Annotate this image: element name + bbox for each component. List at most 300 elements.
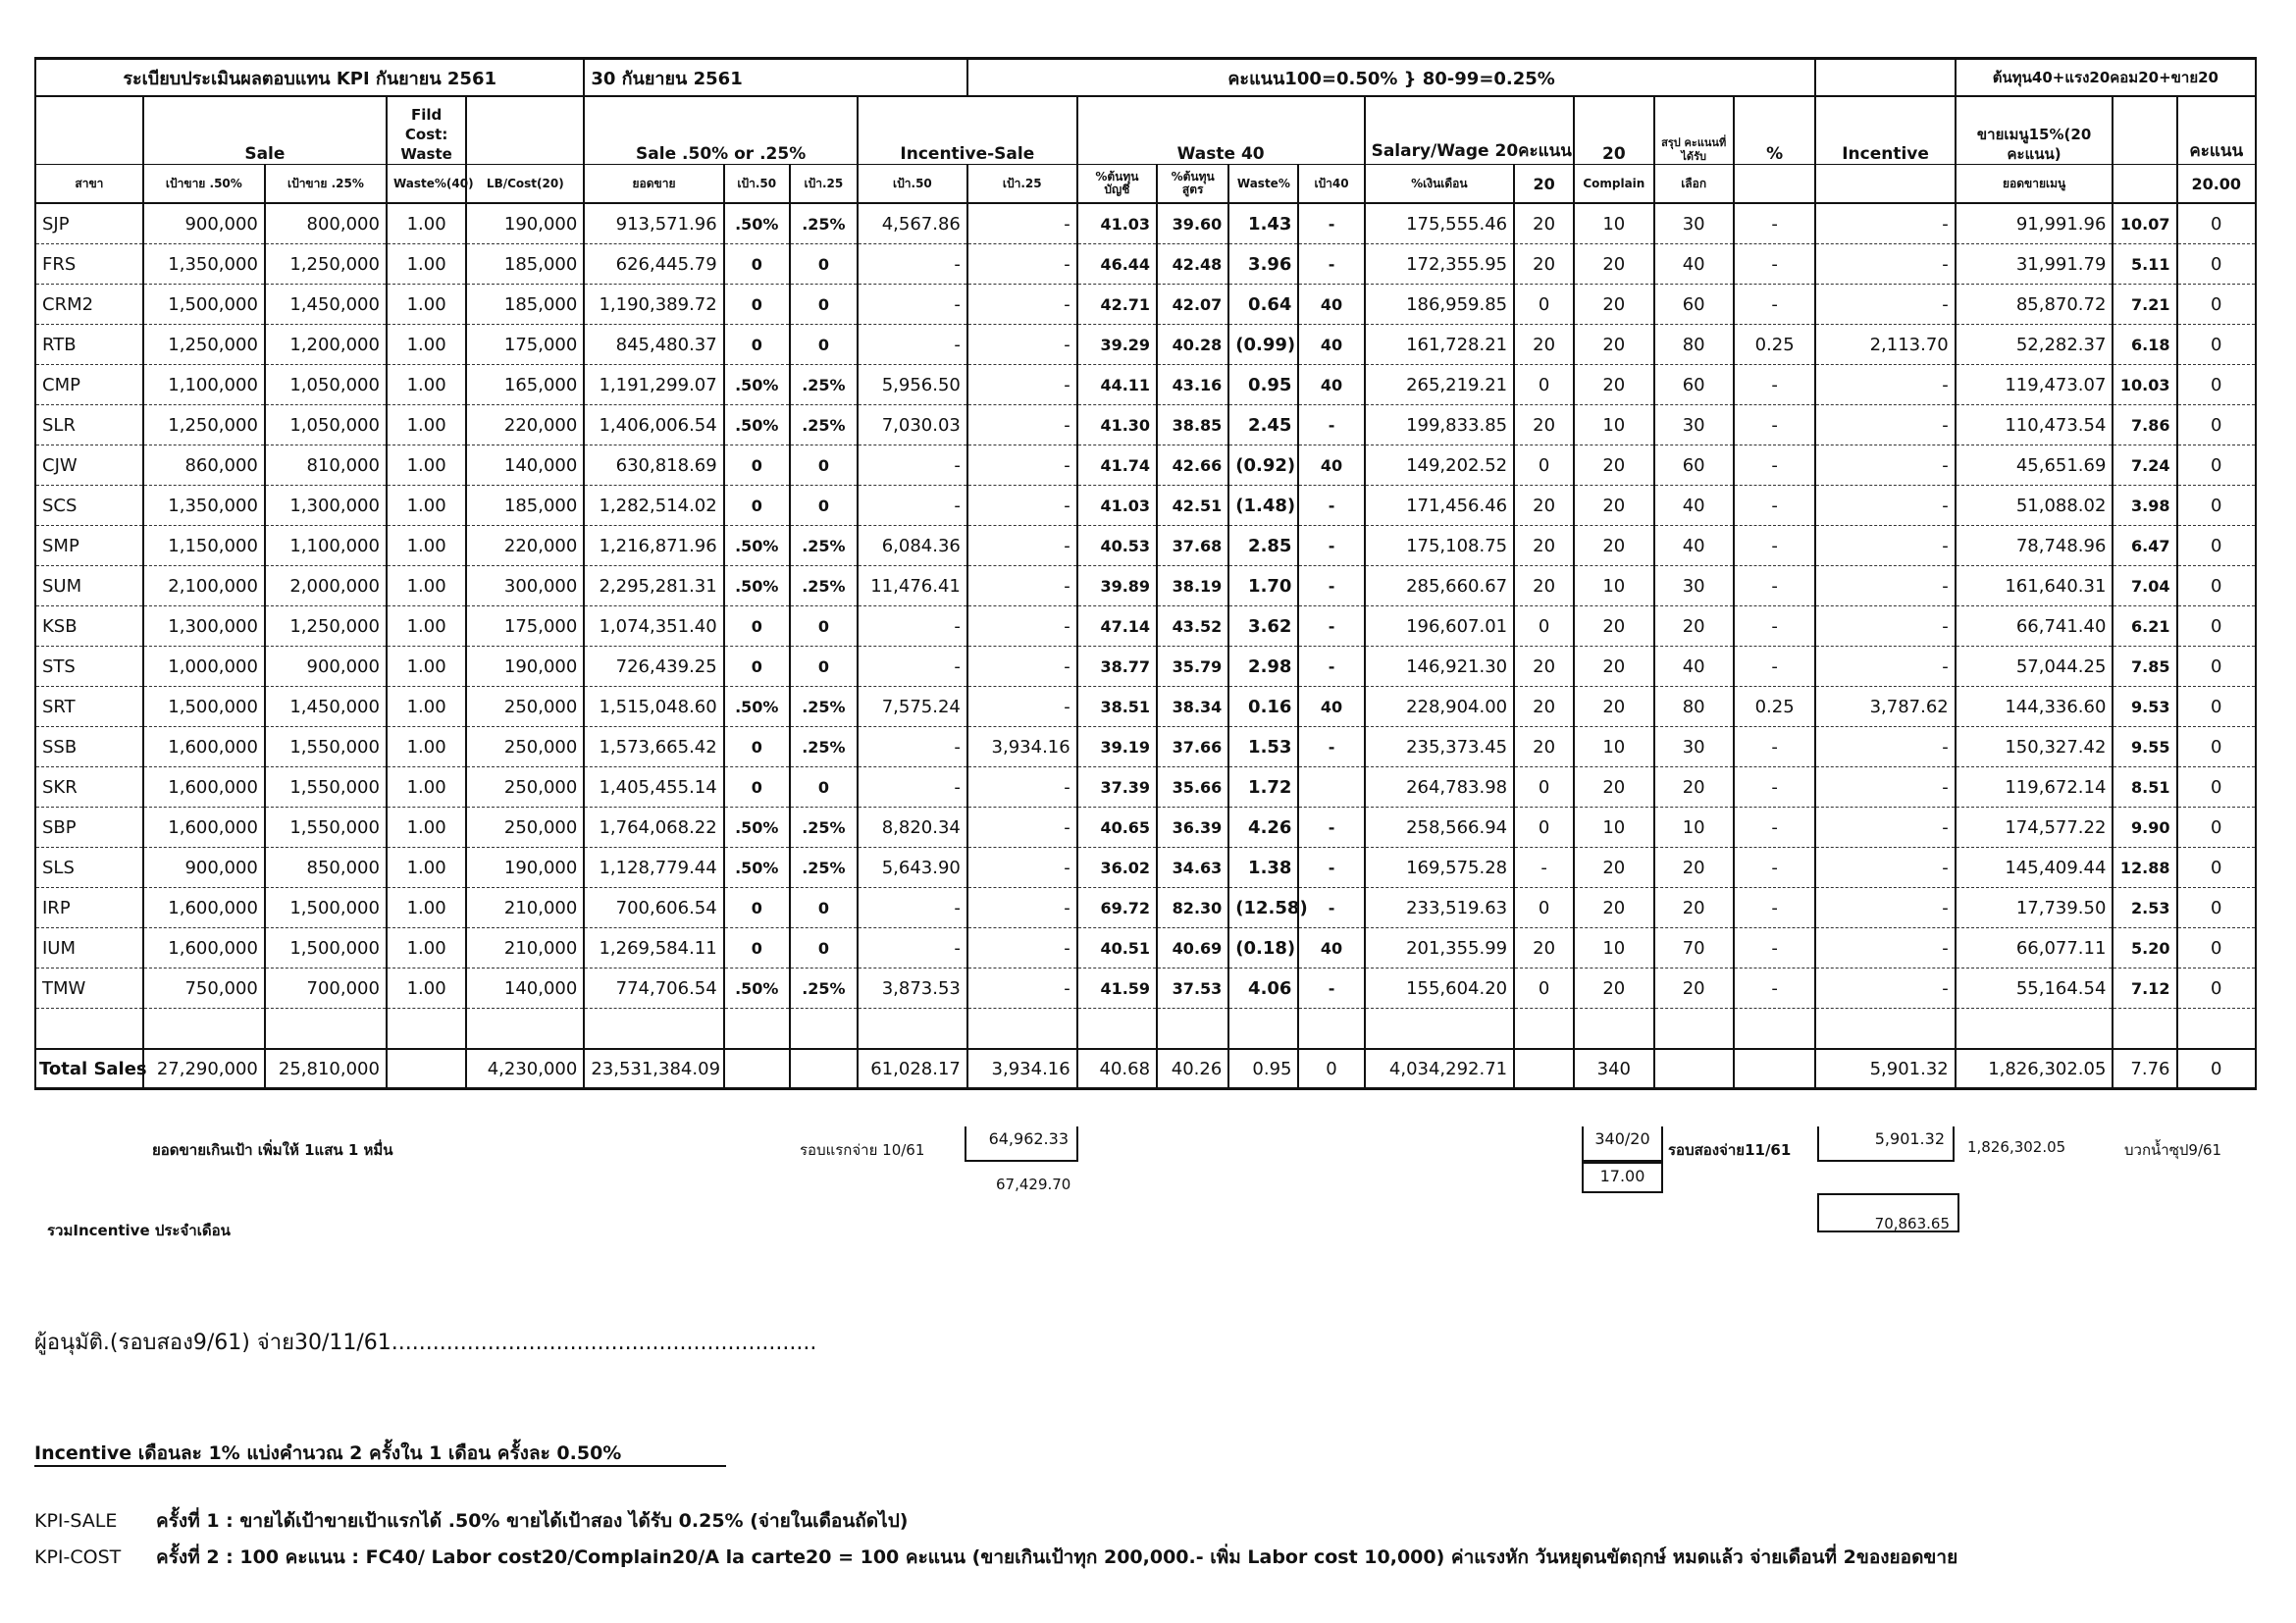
cell-sales: 1,269,584.11 [584, 928, 723, 969]
cell-comp: 20 [1574, 365, 1653, 405]
cell-t50: 1,350,000 [143, 244, 265, 285]
cell-wp: (0.18) [1228, 928, 1298, 969]
blank-cell [1228, 1009, 1298, 1050]
cell-t50: 1,000,000 [143, 647, 265, 687]
cell-menu: 119,473.07 [1956, 365, 2113, 405]
cell-branch: SRT [35, 687, 143, 727]
blank-cell [35, 1009, 143, 1050]
cell-sal: 199,833.85 [1365, 405, 1515, 445]
cell-waste: 1.00 [387, 405, 466, 445]
cell-sales: 1,216,871.96 [584, 526, 723, 566]
cell-cf: 39.60 [1157, 203, 1228, 244]
cell-s20: 0 [1514, 888, 1574, 928]
cell-i25: - [967, 928, 1077, 969]
cell-sal: 146,921.30 [1365, 647, 1515, 687]
sub-target50: เป้าขาย .50% [143, 165, 265, 204]
cell-i50: 5,956.50 [858, 365, 967, 405]
total-menu: 1,826,302.05 [1956, 1049, 2113, 1089]
cell-i50: 5,643.90 [858, 848, 967, 888]
cell-branch: CJW [35, 445, 143, 486]
header-pct: % [1734, 96, 1816, 165]
cell-menu: 57,044.25 [1956, 647, 2113, 687]
cell-cf: 42.66 [1157, 445, 1228, 486]
cell-sal: 171,456.46 [1365, 486, 1515, 526]
cell-ca: 39.29 [1077, 325, 1157, 365]
cell-i25: - [967, 486, 1077, 526]
cell-w40: - [1298, 203, 1364, 244]
total-sal: 4,034,292.71 [1365, 1049, 1515, 1089]
incentive-rule-underline [34, 1465, 726, 1467]
cell-t25: 2,000,000 [265, 566, 387, 606]
cell-s20: 20 [1514, 486, 1574, 526]
kpi-sale-text: ครั้งที่ 1 : ขายได้เป้าขายเป้าแรกได้ .50% ขายได้เป้าสอง ได้รับ 0.25% (จ่ายในเดือนถัดไป) [156, 1510, 909, 1532]
cell-pct: - [1734, 888, 1816, 928]
cell-sc: 0 [2177, 969, 2257, 1009]
blank-cell [1157, 1009, 1228, 1050]
cell-lb: 300,000 [466, 566, 584, 606]
cell-wp: 3.62 [1228, 606, 1298, 647]
cell-i50: - [858, 647, 967, 687]
sub-cost-formula: %ต้นทุน สูตร [1157, 165, 1228, 204]
cell-sum: 30 [1654, 405, 1734, 445]
cell-i25: - [967, 285, 1077, 325]
cell-lb: 185,000 [466, 244, 584, 285]
cell-sal: 235,373.45 [1365, 727, 1515, 767]
cell-ca: 40.51 [1077, 928, 1157, 969]
cell-lb: 190,000 [466, 848, 584, 888]
cell-menu: 144,336.60 [1956, 687, 2113, 727]
cell-branch: SUM [35, 566, 143, 606]
cell-p50: .50% [724, 365, 790, 405]
cell-comp: 20 [1574, 445, 1653, 486]
cell-p25: 0 [790, 888, 858, 928]
cell-cf: 40.69 [1157, 928, 1228, 969]
cell-inc: - [1815, 647, 1955, 687]
cell-sc: 0 [2177, 566, 2257, 606]
cell-sal: 196,607.01 [1365, 606, 1515, 647]
cell-pct: 0.25 [1734, 687, 1816, 727]
cell-pct: - [1734, 928, 1816, 969]
cell-mp: 9.53 [2113, 687, 2176, 727]
second-round-label: รอบสองจ่าย11/61 [1668, 1141, 1792, 1159]
cell-s20: 20 [1514, 405, 1574, 445]
cell-sal: 258,566.94 [1365, 808, 1515, 848]
over-target-note: ยอดขายเกินเป้า เพิ่มให้ 1แสน 1 หมื่น [152, 1141, 393, 1159]
cell-w40: - [1298, 526, 1364, 566]
cell-branch: IUM [35, 928, 143, 969]
kpi-sale-line [34, 1506, 908, 1536]
cell-sales: 626,445.79 [584, 244, 723, 285]
cell-p25: 0 [790, 486, 858, 526]
cell-mp: 6.47 [2113, 526, 2176, 566]
cell-wp: (0.99) [1228, 325, 1298, 365]
cell-waste: 1.00 [387, 566, 466, 606]
cell-sal: 201,355.99 [1365, 928, 1515, 969]
cell-w40: - [1298, 727, 1364, 767]
cell-p50: 0 [724, 486, 790, 526]
cell-s20: 20 [1514, 727, 1574, 767]
cell-wp: 0.95 [1228, 365, 1298, 405]
cell-p25: 0 [790, 244, 858, 285]
cell-ca: 40.65 [1077, 808, 1157, 848]
cell-mp: 7.21 [2113, 285, 2176, 325]
cell-lb: 185,000 [466, 285, 584, 325]
kpi-cost-label: KPI-COST [34, 1546, 122, 1568]
cell-p50: .50% [724, 969, 790, 1009]
cell-t50: 1,350,000 [143, 486, 265, 526]
cell-sum: 70 [1654, 928, 1734, 969]
cell-sum: 40 [1654, 486, 1734, 526]
cell-sum: 30 [1654, 566, 1734, 606]
header-buffet: ขายเมนู15%(20 คะแนน) [1956, 96, 2113, 165]
cell-s20: 20 [1514, 325, 1574, 365]
kpi-sheet [34, 57, 2257, 1090]
cell-branch: STS [35, 647, 143, 687]
cell-cf: 35.79 [1157, 647, 1228, 687]
cell-inc: - [1815, 285, 1955, 325]
cell-sc: 0 [2177, 606, 2257, 647]
cell-ca: 69.72 [1077, 888, 1157, 928]
cell-sales: 845,480.37 [584, 325, 723, 365]
cell-i25: - [967, 606, 1077, 647]
cell-cf: 43.16 [1157, 365, 1228, 405]
cell-w40: - [1298, 566, 1364, 606]
cell-i25: - [967, 405, 1077, 445]
cell-inc: - [1815, 203, 1955, 244]
cell-sum: 60 [1654, 445, 1734, 486]
cell-menu: 119,672.14 [1956, 767, 2113, 808]
cell-p50: 0 [724, 445, 790, 486]
sub-target25: เป้าขาย .25% [265, 165, 387, 204]
cell-sal: 155,604.20 [1365, 969, 1515, 1009]
cell-ca: 41.03 [1077, 203, 1157, 244]
cell-comp: 10 [1574, 727, 1653, 767]
cell-branch: SSB [35, 727, 143, 767]
cell-p50: 0 [724, 325, 790, 365]
total-w40: 0 [1298, 1049, 1364, 1089]
cell-t50: 860,000 [143, 445, 265, 486]
blank-cell [967, 1009, 1077, 1050]
cell-inc: - [1815, 727, 1955, 767]
cell-waste: 1.00 [387, 808, 466, 848]
cell-t25: 810,000 [265, 445, 387, 486]
cell-inc: - [1815, 767, 1955, 808]
monthly-incentive-label: รวมIncentive ประจำเดือน [47, 1222, 231, 1239]
cell-s20: 0 [1514, 606, 1574, 647]
total-label: Total Sales [35, 1049, 143, 1089]
header-twenty: 20 [1574, 96, 1653, 165]
total-t50: 27,290,000 [143, 1049, 265, 1089]
cell-branch: KSB [35, 606, 143, 647]
cell-branch: SLS [35, 848, 143, 888]
cell-p25: .25% [790, 687, 858, 727]
cell-comp: 20 [1574, 285, 1653, 325]
cell-menu: 66,741.40 [1956, 606, 2113, 647]
cell-w40: 40 [1298, 325, 1364, 365]
cell-cf: 37.68 [1157, 526, 1228, 566]
cell-p25: 0 [790, 285, 858, 325]
blank-row [35, 1009, 2256, 1050]
cell-sc: 0 [2177, 727, 2257, 767]
cell-lb: 250,000 [466, 727, 584, 767]
cell-sal: 169,575.28 [1365, 848, 1515, 888]
cell-sum: 30 [1654, 727, 1734, 767]
cell-s20: 20 [1514, 928, 1574, 969]
cell-i25: 3,934.16 [967, 727, 1077, 767]
sub-branch: สาขา [35, 165, 143, 204]
cell-i25: - [967, 365, 1077, 405]
cell-p50: .50% [724, 848, 790, 888]
cell-wp: 2.85 [1228, 526, 1298, 566]
cell-wp: 1.53 [1228, 727, 1298, 767]
cell-wp: 1.70 [1228, 566, 1298, 606]
cell-t50: 900,000 [143, 203, 265, 244]
cell-i25: - [967, 566, 1077, 606]
cell-i25: - [967, 325, 1077, 365]
cell-inc: - [1815, 808, 1955, 848]
cell-wp: 0.16 [1228, 687, 1298, 727]
cell-pct: - [1734, 566, 1816, 606]
cell-comp: 10 [1574, 928, 1653, 969]
total-cf: 40.26 [1157, 1049, 1228, 1089]
blank-cell [790, 1009, 858, 1050]
cell-pct: - [1734, 767, 1816, 808]
cell-t25: 1,450,000 [265, 687, 387, 727]
blank-cell [1298, 1009, 1364, 1050]
cell-branch: RTB [35, 325, 143, 365]
cell-i25: - [967, 244, 1077, 285]
table-row [35, 848, 2256, 888]
cell-mp: 6.18 [2113, 325, 2176, 365]
blank-cell [724, 1009, 790, 1050]
cell-sal: 233,519.63 [1365, 888, 1515, 928]
sub-complain: Complain [1574, 165, 1653, 204]
cell-pct: - [1734, 808, 1816, 848]
cell-t50: 2,100,000 [143, 566, 265, 606]
cell-cf: 43.52 [1157, 606, 1228, 647]
cell-cf: 37.66 [1157, 727, 1228, 767]
total-inc: 5,901.32 [1815, 1049, 1955, 1089]
total-mp: 7.76 [2113, 1049, 2176, 1089]
cell-t50: 1,600,000 [143, 767, 265, 808]
cell-t50: 1,500,000 [143, 687, 265, 727]
cell-branch: SKR [35, 767, 143, 808]
cell-menu: 174,577.22 [1956, 808, 2113, 848]
cell-cf: 35.66 [1157, 767, 1228, 808]
cell-w40: - [1298, 606, 1364, 647]
cell-menu: 52,282.37 [1956, 325, 2113, 365]
cell-t50: 1,300,000 [143, 606, 265, 647]
cell-w40: - [1298, 244, 1364, 285]
cell-comp: 10 [1574, 808, 1653, 848]
cell-i50: - [858, 888, 967, 928]
cell-w40: - [1298, 486, 1364, 526]
cell-sum: 20 [1654, 848, 1734, 888]
cell-sal: 175,108.75 [1365, 526, 1515, 566]
cell-t25: 1,050,000 [265, 405, 387, 445]
cell-p50: 0 [724, 244, 790, 285]
cell-sal: 228,904.00 [1365, 687, 1515, 727]
cell-p50: 0 [724, 285, 790, 325]
first-round-label: รอบแรกจ่าย 10/61 [800, 1141, 925, 1159]
cell-wp: (0.92) [1228, 445, 1298, 486]
table-row [35, 969, 2256, 1009]
cell-i50: - [858, 486, 967, 526]
cell-s20: 0 [1514, 969, 1574, 1009]
cell-i50: 11,476.41 [858, 566, 967, 606]
cell-p25: .25% [790, 969, 858, 1009]
cell-ca: 41.74 [1077, 445, 1157, 486]
table-row [35, 687, 2256, 727]
table-row [35, 767, 2256, 808]
cell-cf: 42.07 [1157, 285, 1228, 325]
cell-menu: 66,077.11 [1956, 928, 2113, 969]
cell-lb: 210,000 [466, 888, 584, 928]
cell-w40: 40 [1298, 285, 1364, 325]
cell-p25: .25% [790, 365, 858, 405]
cell-lb: 190,000 [466, 203, 584, 244]
cell-menu: 91,991.96 [1956, 203, 2113, 244]
blank-cell [1514, 1009, 1574, 1050]
cell-waste: 1.00 [387, 727, 466, 767]
score-note: คะแนน100=0.50% } 80-99=0.25% [967, 59, 1816, 97]
cell-s20: 20 [1514, 687, 1574, 727]
cell-t25: 1,250,000 [265, 244, 387, 285]
cell-wp: 2.45 [1228, 405, 1298, 445]
approver-line: ผู้อนุมัติ.(รอบสอง9/61) จ่าย30/11/61.............................................................. [34, 1331, 817, 1355]
cell-comp: 10 [1574, 566, 1653, 606]
cell-p50: 0 [724, 928, 790, 969]
cell-t25: 1,300,000 [265, 486, 387, 526]
blank-cell [2113, 1009, 2176, 1050]
cell-comp: 20 [1574, 969, 1653, 1009]
cell-sales: 726,439.25 [584, 647, 723, 687]
cell-menu: 17,739.50 [1956, 888, 2113, 928]
cell-sales: 913,571.96 [584, 203, 723, 244]
sub-cost-acct: %ต้นทุน บัญชี [1077, 165, 1157, 204]
cell-wp: (1.48) [1228, 486, 1298, 526]
cell-mp: 5.11 [2113, 244, 2176, 285]
cell-p25: .25% [790, 566, 858, 606]
cell-comp: 20 [1574, 647, 1653, 687]
cell-p50: .50% [724, 405, 790, 445]
sub-score-val: 20.00 [2177, 165, 2257, 204]
cell-w40: - [1298, 647, 1364, 687]
cell-p25: .25% [790, 727, 858, 767]
header-summary: สรุป คะแนนที่ ได้รับ [1654, 96, 1734, 165]
cell-inc: 3,787.62 [1815, 687, 1955, 727]
cell-p50: .50% [724, 808, 790, 848]
cell-lb: 175,000 [466, 606, 584, 647]
cell-t50: 1,600,000 [143, 888, 265, 928]
cell-mp: 7.85 [2113, 647, 2176, 687]
kpi-table-body [35, 59, 2256, 1089]
cell-waste: 1.00 [387, 888, 466, 928]
cell-branch: SLR [35, 405, 143, 445]
cell-wp: 0.64 [1228, 285, 1298, 325]
cell-p50: 0 [724, 727, 790, 767]
cell-lb: 140,000 [466, 445, 584, 486]
cell-wp: 4.06 [1228, 969, 1298, 1009]
sub-lb-cost: LB/Cost(20) [466, 165, 584, 204]
cell-lb: 220,000 [466, 526, 584, 566]
cell-sales: 1,191,299.07 [584, 365, 723, 405]
cell-ca: 41.59 [1077, 969, 1157, 1009]
cell-menu: 51,088.02 [1956, 486, 2113, 526]
cell-sc: 0 [2177, 848, 2257, 888]
cell-cf: 37.53 [1157, 969, 1228, 1009]
cell-p50: .50% [724, 526, 790, 566]
cell-i50: 6,084.36 [858, 526, 967, 566]
cell-p25: 0 [790, 767, 858, 808]
first-round-amount: 64,962.33 [965, 1126, 1078, 1162]
cell-cf: 38.19 [1157, 566, 1228, 606]
cell-pct: - [1734, 285, 1816, 325]
cell-waste: 1.00 [387, 486, 466, 526]
cell-s20: 0 [1514, 365, 1574, 405]
table-row [35, 203, 2256, 244]
cell-t25: 850,000 [265, 848, 387, 888]
cell-cf: 38.34 [1157, 687, 1228, 727]
cell-sc: 0 [2177, 647, 2257, 687]
header-score: คะแนน [2177, 96, 2257, 165]
cell-inc: - [1815, 606, 1955, 647]
cell-sum: 40 [1654, 647, 1734, 687]
second-round-amount: 5,901.32 [1817, 1126, 1955, 1162]
total-empty [387, 1049, 466, 1089]
cell-lb: 250,000 [466, 808, 584, 848]
cell-comp: 10 [1574, 405, 1653, 445]
cell-w40: 40 [1298, 445, 1364, 486]
cell-pct: 0.25 [1734, 325, 1816, 365]
cell-i50: 4,567.86 [858, 203, 967, 244]
cell-w40: - [1298, 848, 1364, 888]
cell-cf: 38.85 [1157, 405, 1228, 445]
cell-i50: - [858, 928, 967, 969]
cell-i25: - [967, 203, 1077, 244]
table-row [35, 566, 2256, 606]
kpi-table [34, 57, 2257, 1090]
cell-waste: 1.00 [387, 767, 466, 808]
cell-sc: 0 [2177, 888, 2257, 928]
cell-i25: - [967, 888, 1077, 928]
cell-sum: 40 [1654, 526, 1734, 566]
total-empty [724, 1049, 790, 1089]
table-row [35, 405, 2256, 445]
cell-t25: 1,500,000 [265, 928, 387, 969]
cell-lb: 250,000 [466, 687, 584, 727]
cell-t25: 700,000 [265, 969, 387, 1009]
cell-p50: 0 [724, 647, 790, 687]
cell-ca: 37.39 [1077, 767, 1157, 808]
cell-lb: 185,000 [466, 486, 584, 526]
cell-i25: - [967, 687, 1077, 727]
blank-cell [1077, 1009, 1157, 1050]
cell-sales: 700,606.54 [584, 888, 723, 928]
cell-ca: 44.11 [1077, 365, 1157, 405]
incentive-rule: Incentive เดือนละ 1% แบ่งคำนวณ 2 ครั้งใน 1 เดือน ครั้งละ 0.50% [34, 1442, 622, 1464]
cell-waste: 1.00 [387, 325, 466, 365]
cell-inc: - [1815, 888, 1955, 928]
sub-t40: เป้า40 [1298, 165, 1364, 204]
cell-ca: 47.14 [1077, 606, 1157, 647]
header-fild-cost: Fild Cost: Waste [387, 96, 466, 165]
cell-branch: SBP [35, 808, 143, 848]
cell-i50: - [858, 445, 967, 486]
cell-ca: 41.03 [1077, 486, 1157, 526]
sub-waste-pct: Waste%(40) [387, 165, 466, 204]
total-i50: 61,028.17 [858, 1049, 967, 1089]
